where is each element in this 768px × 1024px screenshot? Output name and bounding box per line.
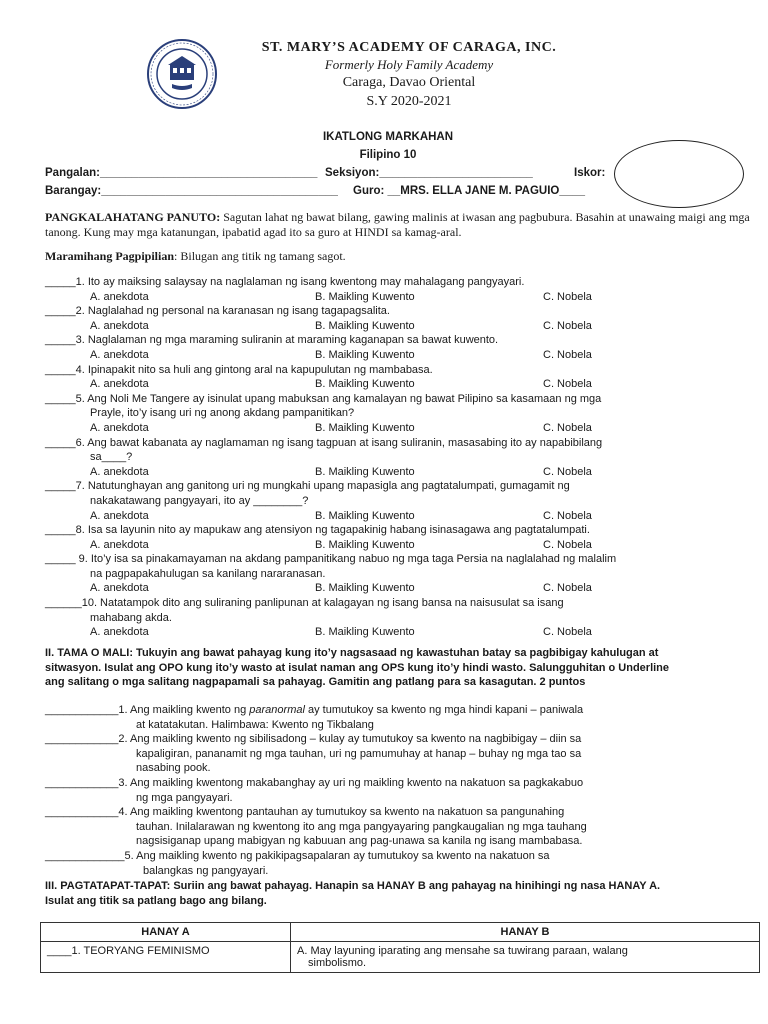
part2-item-continued: kapaligiran, pananamit ng mga tauhan, uri ng pamumuhay at hanap – buhay ng mga tao sa (136, 747, 582, 760)
part1-instruction-text: : Bilugan ang titik ng tamang sagot. (174, 249, 346, 263)
choice-row (45, 348, 757, 363)
question-text: _____1. Ito ay maiksing salaysay na naglalaman ng isang kwentong may mahalagang pangyayari. (45, 276, 525, 288)
score-oval (614, 140, 744, 208)
part2-item-continued: tauhan. Inilalarawan ng kwentong ito ang mga pangyayaring pangkaugalian ng mga tauhang (136, 820, 587, 833)
question-text-continued: Prayle, ito’y isang uri ng anong akdang pampanitikan? (90, 407, 355, 420)
choice-option[interactable]: C. Nobela (543, 319, 592, 332)
column-b-item-a: A. May layuning iparating ang mensahe sa tuwirang paraan, walang simbolismo. (291, 942, 760, 973)
quarter-title: IKATLONG MARKAHAN (322, 131, 454, 143)
part2-item: ____________2. Ang maikling kwento ng sibilisadong – kulay ay tumutukoy sa kwento na nagbibigay – diin sa (45, 733, 582, 746)
part1-items (45, 275, 757, 640)
school-location: Caraga, Davao Oriental (342, 75, 476, 90)
part2-instruction-line: II. TAMA O MALI: Tukuyin ang bawat pahayag kung ito’y nagsasaad ng kawastuhan batay sa pagbibigay kahulugan at (45, 647, 659, 659)
question-text: _____3. Naglalaman ng mga maraming suliranin at maraming kaganapan sa bawat kuwento. (45, 334, 499, 347)
general-instructions (45, 210, 757, 240)
question-text-continued: nakakatawang pangyayari, ito ay ________? (90, 494, 309, 507)
matching-table (40, 922, 760, 973)
part2-item-continued: ng mga pangyayari. (136, 791, 233, 804)
choice-option[interactable]: A. anekdota (90, 421, 149, 434)
choice-option[interactable]: B. Maikling Kuwento (315, 421, 415, 434)
question-item (45, 596, 757, 640)
choice-option[interactable]: B. Maikling Kuwento (315, 465, 415, 478)
school-year: S.Y 2020-2021 (366, 94, 452, 109)
choice-row (45, 625, 757, 640)
part2-item-continued: balangkas ng pangyayari. (143, 864, 269, 877)
choice-option[interactable]: B. Maikling Kuwento (315, 538, 415, 551)
question-item (45, 523, 757, 552)
part2-item-continued: nagsisiganap upang mabigyan ng kabuuan ang pag-unawa sa kanila ng isang mambabasa. (136, 835, 583, 848)
part3-instruction (45, 879, 765, 908)
choice-option[interactable]: C. Nobela (543, 626, 592, 639)
question-text-continued: na pagpapakahulugan sa kanilang nararanasan. (90, 567, 326, 580)
question-text: _____8. Isa sa layunin nito ay mapukaw ang atensiyon ng tagapakinig habang isinasagawa ang pagtatalumpati. (45, 524, 590, 537)
general-instructions-text: Sagutan lahat ng bawat bilang, gawing malinis at iwasan ang pagbubura. Basahin at unawaing maigi ang mga tanong. Kung may mga katanungan, ipabatid agad ito sa guro at HINDI sa kamag-aral. (45, 210, 750, 239)
choice-option[interactable]: A. anekdota (90, 538, 149, 551)
choice-option[interactable]: A. anekdota (90, 378, 149, 391)
choice-option[interactable]: C. Nobela (543, 348, 592, 361)
choice-option[interactable]: B. Maikling Kuwento (315, 290, 415, 303)
part2-items: ____________1. Ang maikling kwento ng paranormal ay tumutukoy sa kwento ng mga hindi kapani – paniwala at katatakutan. Halimbawa: Kwento ng Tikbalang ____________2. Ang maikling kwento ng sibilisadong – kulay ay tumutukoy sa kwento na nagbibigay – diin sa kapaligiran, pananamit ng mga tauhan, uri ng pamumuhay at hanap – buhay ng mga tao sa nasabing pook. ____________3. Ang maikling kwentong makabanghay ay uri ng maikling kwento na nakatuon sa pagkakabuo ng mga pangyayari. ____________4. Ang maikling kwentong pantauhan ay tumutukoy sa kwento na nakatuon sa pangunahing tauhan. Inilalarawan ng kwentong ito ang mga pangyayaring pangkaugalian ng mga tauhang nagsisiganap upang mabigyan ng kabuuan ang pag-unawa sa kanila ng isang mambabasa. _____________5. Ang maikling kwento ng pakikipagsapalaran ay tumutukoy sa kwento na nakatuon sa balangkas ng pangyayari. (45, 703, 757, 878)
choice-option[interactable]: C. Nobela (543, 538, 592, 551)
question-text: _____4. Ipinapakit nito sa huli ang gintong aral na kapupulutan ng mambabasa. (45, 363, 433, 376)
question-item (45, 436, 757, 480)
choice-option[interactable]: B. Maikling Kuwento (315, 348, 415, 361)
choice-option[interactable]: A. anekdota (90, 626, 149, 639)
choice-row (45, 290, 757, 305)
choice-option[interactable]: C. Nobela (543, 290, 592, 303)
choice-option[interactable]: C. Nobela (543, 421, 592, 434)
choice-row (45, 421, 757, 436)
column-b-header: HANAY B (291, 923, 760, 942)
question-item (45, 479, 757, 523)
question-item (45, 333, 757, 362)
section-field[interactable]: Seksiyon:________________________ (325, 167, 533, 179)
question-text: _____7. Natutunghayan ang ganitong uri ng mungkahi upang mapasigla ang pagtatalumpati, gumagamit ng (45, 480, 570, 493)
choice-row (45, 509, 757, 524)
part1-instruction (45, 249, 346, 264)
choice-option[interactable]: B. Maikling Kuwento (315, 319, 415, 332)
part2-item: ____________3. Ang maikling kwentong makabanghay ay uri ng maikling kwento na nakatuon sa pagkakabuo (45, 776, 584, 789)
score-label: Iskor: (574, 167, 606, 179)
question-text-continued: sa____? (90, 451, 133, 464)
part2-item-1: ____________1. Ang maikling kwento ng paranormal ay tumutukoy sa kwento ng mga hindi kapani – paniwala (45, 704, 584, 716)
choice-row (45, 377, 757, 392)
choice-option[interactable]: C. Nobela (543, 582, 592, 595)
choice-option[interactable]: C. Nobela (543, 465, 592, 478)
general-instructions-label: PANGKALAHATANG PANUTO: (45, 210, 221, 224)
question-text: _____5. Ang Noli Me Tangere ay isinulat upang mabuksan ang kamalayan ng bawat Pilipino sa kasamaan ng mga (45, 392, 602, 405)
school-name: ST. MARY’S ACADEMY OF CARAGA, INC. (261, 40, 557, 55)
barangay-field[interactable]: Barangay:_____________________________________ (45, 185, 338, 197)
choice-row (45, 465, 757, 480)
part2-item: ____________4. Ang maikling kwentong pantauhan ay tumutukoy sa kwento na nakatuon sa pangunahing (45, 806, 565, 819)
choice-row (45, 319, 757, 334)
part2-instruction-line: sitwasyon. Isulat ang OPO kung ito’y wasto at isulat naman ang OPS kung ito’y hindi wasto. Salungguhitan o Underline (45, 661, 670, 674)
choice-option[interactable]: A. anekdota (90, 319, 149, 332)
part2-instruction-line: ang salitang o mga salitang nagpapamali sa pahayag. Gamitin ang patlang para sa kasagutan. 2 puntos (45, 676, 586, 689)
question-item (45, 392, 757, 436)
part3-instruction-line: Isulat ang titik sa patlang bago ang bilang. (45, 894, 267, 907)
part2-item-continued: nasabing pook. (136, 762, 211, 775)
question-item (45, 552, 757, 596)
part1-label: Maramihang Pagpipilian (45, 249, 175, 263)
choice-option[interactable]: B. Maikling Kuwento (315, 509, 415, 522)
question-item (45, 304, 757, 333)
choice-option[interactable]: A. anekdota (90, 348, 149, 361)
subject-title: Filipino 10 (359, 149, 417, 161)
choice-row (45, 538, 757, 553)
column-a-item-1[interactable]: ____1. TEORYANG FEMINISMO (41, 942, 291, 973)
choice-option[interactable]: B. Maikling Kuwento (315, 582, 415, 595)
question-text: _____6. Ang bawat kabanata ay naglamaman ng isang tagpuan at isang suliranin, masasabing ito ay napabibilang (45, 436, 603, 449)
choice-row (45, 581, 757, 596)
choice-option[interactable]: A. anekdota (90, 582, 149, 595)
choice-option[interactable]: A. anekdota (90, 465, 149, 478)
choice-option[interactable]: A. anekdota (90, 509, 149, 522)
choice-option[interactable]: B. Maikling Kuwento (315, 378, 415, 391)
question-item (45, 363, 757, 392)
column-a-header: HANAY A (41, 923, 291, 942)
question-text: ______10. Natatampok dito ang suliraning panlipunan at kalagayan ng isang bansa na naisusulat sa isang (45, 597, 564, 610)
part2-item: _____________5. Ang maikling kwento ng pakikipagsapalaran ay tumutukoy sa kwento na nakatuon sa (45, 849, 550, 862)
part3-instruction-line: III. PAGTATAPAT-TAPAT: Suriin ang bawat pahayag. Hanapin sa HANAY B ang pahayag na hinihingi ng nasa HANAY A. (45, 880, 661, 892)
choice-option[interactable]: B. Maikling Kuwento (315, 626, 415, 639)
part2-instruction (45, 646, 765, 690)
question-text: _____2. Naglalahad ng personal na karanasan ng isang tagapagsalita. (45, 305, 390, 318)
school-former-name: Formerly Holy Family Academy (324, 57, 494, 72)
choice-option[interactable]: A. anekdota (90, 290, 149, 303)
question-text-continued: mahabang akda. (90, 611, 172, 624)
name-field[interactable]: Pangalan:__________________________________ (45, 167, 318, 179)
choice-option[interactable]: C. Nobela (543, 378, 592, 391)
teacher-field: Guro: __MRS. ELLA JANE M. PAGUIO____ (353, 185, 585, 197)
question-item (45, 275, 757, 304)
question-text: _____ 9. Ito’y isa sa pinakamayaman na akdang pampanitikang nabuo ng mga taga Persia na naglalahad ng malalim (45, 553, 617, 566)
choice-option[interactable]: C. Nobela (543, 509, 592, 522)
